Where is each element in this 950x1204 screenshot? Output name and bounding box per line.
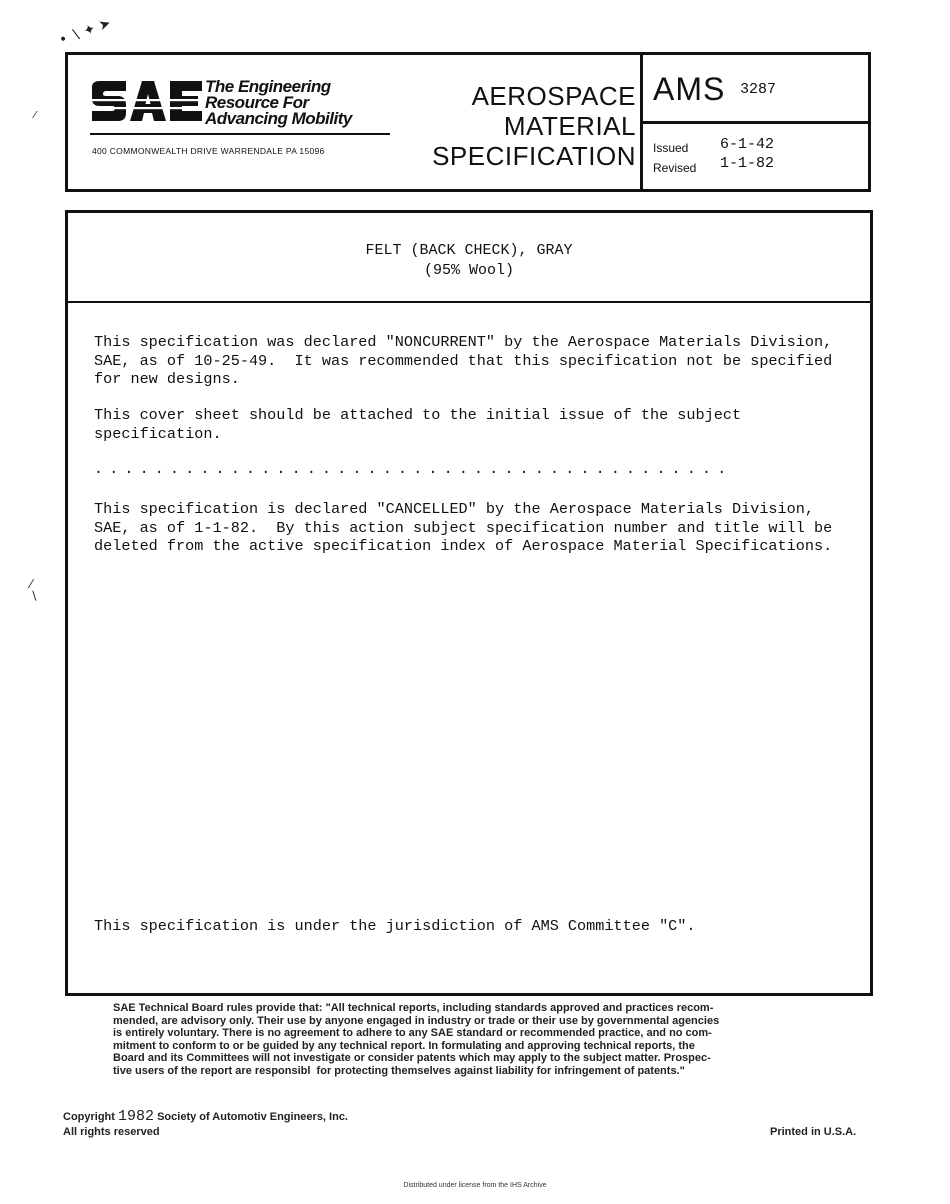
- spec-type-line: AEROSPACE: [471, 81, 636, 111]
- revised-label: Revised: [653, 161, 697, 175]
- technical-board-notice: SAE Technical Board rules provide that: "All technical reports, including standards approved and practices recom- mended, are advisory only. Their use by anyone engaged in industry or trade or their use by governmental agencies is entirely voluntary. There is no agreement to adhere to any SAE standard or recommended practice, and no com- mitment to conform to or be guided by any technical report. In formulating and approving technical reports, the Board and its Committees will not investigate or consider patents which may apply to the subject matter. Prospec- tive users of the report are responsibl for protecting themselves against liability for infringement of patents.": [113, 1002, 720, 1077]
- scan-artifact: ⁄: [34, 110, 36, 121]
- copyright-holder: Society of Automotiv Engineers, Inc.: [157, 1111, 348, 1123]
- cancelled-paragraph: This specification is declared "CANCELLED" by the Aerospace Materials Division, SAE, as of 1-1-82. By this action subject specification number and title will be deleted from the active specification index of Aerospace Material Specifications.: [94, 500, 833, 555]
- address: 400 COMMONWEALTH DRIVE WARRENDALE PA 15096: [92, 146, 325, 156]
- noncurrent-paragraph: This specification was declared "NONCURRENT" by the Aerospace Materials Division, SAE, as of 10-25-49. It was recommended that this specification not be specified for new designs.: [94, 333, 833, 388]
- document-subtitle: (95% Wool): [423, 262, 514, 279]
- cover-sheet-paragraph: This cover sheet should be attached to the initial issue of the subject specification.: [94, 406, 742, 443]
- document-body: [65, 210, 873, 996]
- logo-divider: [90, 133, 390, 135]
- scan-artifact: • ∖ ✦ ➤: [56, 15, 114, 49]
- header-box: [65, 52, 871, 192]
- rights-reserved: All rights reserved: [63, 1126, 160, 1138]
- issued-label: Issued: [653, 141, 689, 155]
- sae-logo: [90, 79, 202, 130]
- ams-number: 3287: [740, 81, 777, 98]
- title-area: [68, 213, 870, 303]
- printed-in: Printed in U.S.A.: [770, 1126, 857, 1138]
- spec-type-title: [426, 81, 636, 171]
- tagline-line: The Engineering: [205, 77, 331, 96]
- issued-date: 6-1-42: [720, 136, 775, 153]
- sae-logo-mark: [90, 79, 202, 125]
- spec-type-line: SPECIFICATION: [432, 141, 636, 171]
- copyright-year: 1982: [118, 1108, 155, 1125]
- copyright: [63, 1108, 348, 1125]
- distribution-notice: Distributed under license from the IHS Archive: [403, 1182, 547, 1189]
- tagline-line: Resource For: [205, 93, 309, 112]
- header-divider: [643, 121, 868, 124]
- revised-date: 1-1-82: [720, 155, 775, 172]
- copyright-prefix: Copyright: [63, 1111, 115, 1123]
- jurisdiction-paragraph: This specification is under the jurisdiction of AMS Committee "C".: [94, 917, 696, 935]
- tagline-line: Advancing Mobility: [205, 109, 352, 128]
- dotted-separator: ..........................................: [94, 461, 733, 478]
- ams-label: AMS: [653, 71, 726, 107]
- scan-artifact: ⁄ ∖: [30, 577, 38, 603]
- spec-type-line: MATERIAL: [503, 111, 636, 141]
- tagline: [205, 79, 352, 127]
- document-title: FELT (BACK CHECK), GRAY: [365, 242, 573, 259]
